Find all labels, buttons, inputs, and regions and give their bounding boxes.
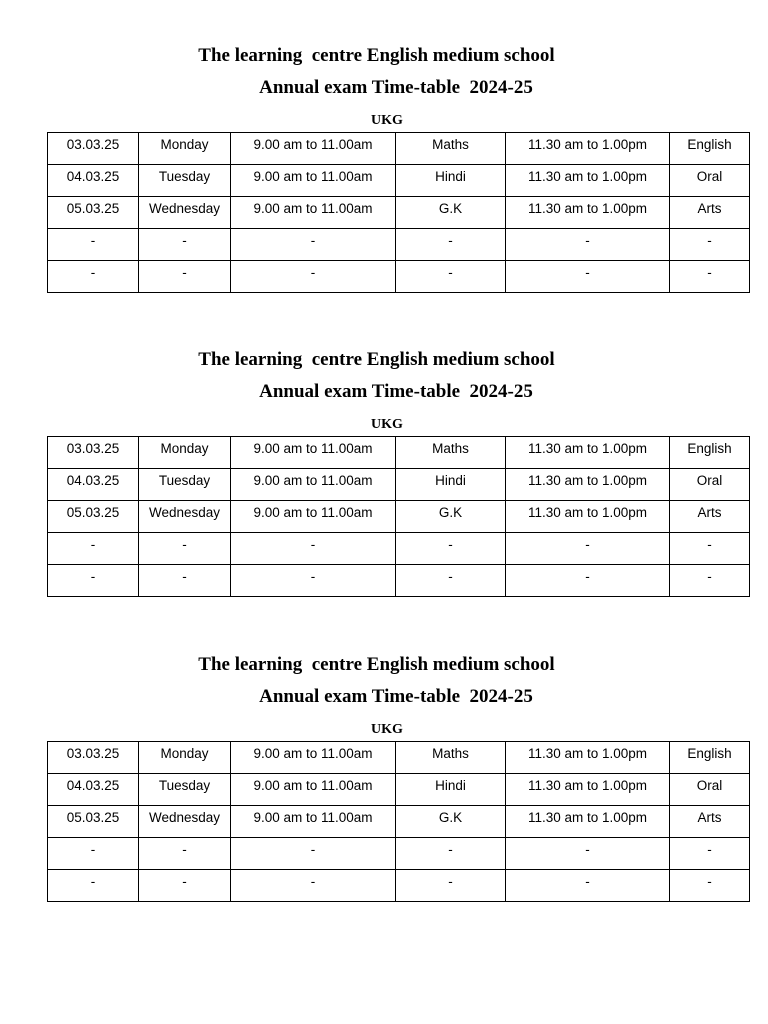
class-label: UKG — [371, 417, 403, 432]
first-session-subject-cell: G.K — [396, 197, 506, 229]
date-cell: 04.03.25 — [48, 774, 139, 806]
school-name-heading: The learning centre English medium school — [198, 349, 555, 370]
school-name-heading: The learning centre English medium school — [198, 654, 555, 675]
second-session-subject-cell: Oral — [670, 774, 750, 806]
table-row — [48, 838, 750, 870]
timetable-section — [0, 0, 768, 300]
day-cell: Wednesday — [139, 197, 231, 229]
second-session-subject-cell: Arts — [670, 501, 750, 533]
first-session-subject-cell: Hindi — [396, 469, 506, 501]
exam-title-heading: Annual exam Time-table 2024-25 — [259, 77, 533, 98]
date-cell: - — [48, 870, 139, 902]
second-session-subject-cell: Arts — [670, 806, 750, 838]
timetable-table — [47, 132, 750, 293]
first-session-subject-cell: - — [396, 838, 506, 870]
first-session-subject-cell: - — [396, 229, 506, 261]
table-row — [48, 197, 750, 229]
second-session-subject-cell: English — [670, 133, 750, 165]
second-session-subject-cell: English — [670, 742, 750, 774]
second-session-time-cell: 11.30 am to 1.00pm — [506, 133, 670, 165]
date-cell: 05.03.25 — [48, 197, 139, 229]
table-row — [48, 165, 750, 197]
day-cell: - — [139, 229, 231, 261]
second-session-subject-cell: English — [670, 437, 750, 469]
date-cell: 05.03.25 — [48, 501, 139, 533]
first-session-subject-cell: Hindi — [396, 165, 506, 197]
table-row — [48, 261, 750, 293]
first-session-time-cell: 9.00 am to 11.00am — [231, 774, 396, 806]
second-session-time-cell: 11.30 am to 1.00pm — [506, 501, 670, 533]
date-cell: - — [48, 229, 139, 261]
class-label: UKG — [371, 113, 403, 128]
second-session-time-cell: - — [506, 565, 670, 597]
day-cell: - — [139, 838, 231, 870]
second-session-time-cell: - — [506, 533, 670, 565]
second-session-time-cell: 11.30 am to 1.00pm — [506, 774, 670, 806]
first-session-subject-cell: G.K — [396, 501, 506, 533]
table-row — [48, 806, 750, 838]
table-row — [48, 437, 750, 469]
first-session-time-cell: - — [231, 533, 396, 565]
date-cell: 04.03.25 — [48, 469, 139, 501]
second-session-time-cell: 11.30 am to 1.00pm — [506, 469, 670, 501]
second-session-subject-cell: - — [670, 533, 750, 565]
timetable-section — [0, 609, 768, 909]
day-cell: Wednesday — [139, 806, 231, 838]
first-session-time-cell: 9.00 am to 11.00am — [231, 806, 396, 838]
second-session-subject-cell: - — [670, 229, 750, 261]
second-session-time-cell: 11.30 am to 1.00pm — [506, 197, 670, 229]
school-name-heading: The learning centre English medium school — [198, 45, 555, 66]
table-row — [48, 870, 750, 902]
day-cell: - — [139, 565, 231, 597]
first-session-subject-cell: Maths — [396, 437, 506, 469]
class-label: UKG — [371, 722, 403, 737]
first-session-time-cell: 9.00 am to 11.00am — [231, 165, 396, 197]
day-cell: Monday — [139, 133, 231, 165]
second-session-subject-cell: - — [670, 870, 750, 902]
second-session-subject-cell: Oral — [670, 165, 750, 197]
first-session-time-cell: 9.00 am to 11.00am — [231, 742, 396, 774]
second-session-time-cell: 11.30 am to 1.00pm — [506, 742, 670, 774]
first-session-time-cell: - — [231, 229, 396, 261]
table-row — [48, 469, 750, 501]
second-session-time-cell: - — [506, 870, 670, 902]
date-cell: - — [48, 261, 139, 293]
day-cell: - — [139, 870, 231, 902]
first-session-time-cell: - — [231, 261, 396, 293]
table-row — [48, 742, 750, 774]
second-session-subject-cell: - — [670, 565, 750, 597]
date-cell: 03.03.25 — [48, 437, 139, 469]
table-row — [48, 501, 750, 533]
day-cell: Tuesday — [139, 774, 231, 806]
table-row — [48, 565, 750, 597]
table-row — [48, 133, 750, 165]
date-cell: 04.03.25 — [48, 165, 139, 197]
first-session-time-cell: 9.00 am to 11.00am — [231, 469, 396, 501]
second-session-subject-cell: - — [670, 261, 750, 293]
first-session-subject-cell: - — [396, 261, 506, 293]
table-row — [48, 774, 750, 806]
exam-title-heading: Annual exam Time-table 2024-25 — [259, 381, 533, 402]
first-session-subject-cell: - — [396, 870, 506, 902]
second-session-time-cell: - — [506, 229, 670, 261]
date-cell: 05.03.25 — [48, 806, 139, 838]
second-session-time-cell: 11.30 am to 1.00pm — [506, 806, 670, 838]
second-session-time-cell: - — [506, 261, 670, 293]
first-session-time-cell: 9.00 am to 11.00am — [231, 197, 396, 229]
date-cell: - — [48, 533, 139, 565]
second-session-time-cell: - — [506, 838, 670, 870]
day-cell: - — [139, 261, 231, 293]
first-session-time-cell: 9.00 am to 11.00am — [231, 133, 396, 165]
timetable-section — [0, 304, 768, 604]
first-session-subject-cell: Hindi — [396, 774, 506, 806]
first-session-subject-cell: - — [396, 565, 506, 597]
second-session-subject-cell: - — [670, 838, 750, 870]
first-session-subject-cell: - — [396, 533, 506, 565]
second-session-subject-cell: Arts — [670, 197, 750, 229]
day-cell: Monday — [139, 742, 231, 774]
first-session-time-cell: 9.00 am to 11.00am — [231, 501, 396, 533]
first-session-subject-cell: Maths — [396, 742, 506, 774]
day-cell: Monday — [139, 437, 231, 469]
date-cell: 03.03.25 — [48, 742, 139, 774]
timetable-table — [47, 436, 750, 597]
day-cell: - — [139, 533, 231, 565]
first-session-time-cell: - — [231, 565, 396, 597]
first-session-subject-cell: G.K — [396, 806, 506, 838]
exam-title-heading: Annual exam Time-table 2024-25 — [259, 686, 533, 707]
second-session-time-cell: 11.30 am to 1.00pm — [506, 165, 670, 197]
date-cell: 03.03.25 — [48, 133, 139, 165]
first-session-time-cell: - — [231, 838, 396, 870]
day-cell: Tuesday — [139, 469, 231, 501]
first-session-subject-cell: Maths — [396, 133, 506, 165]
table-row — [48, 533, 750, 565]
first-session-time-cell: - — [231, 870, 396, 902]
first-session-time-cell: 9.00 am to 11.00am — [231, 437, 396, 469]
table-row — [48, 229, 750, 261]
day-cell: Wednesday — [139, 501, 231, 533]
second-session-time-cell: 11.30 am to 1.00pm — [506, 437, 670, 469]
second-session-subject-cell: Oral — [670, 469, 750, 501]
date-cell: - — [48, 838, 139, 870]
date-cell: - — [48, 565, 139, 597]
timetable-table — [47, 741, 750, 902]
day-cell: Tuesday — [139, 165, 231, 197]
